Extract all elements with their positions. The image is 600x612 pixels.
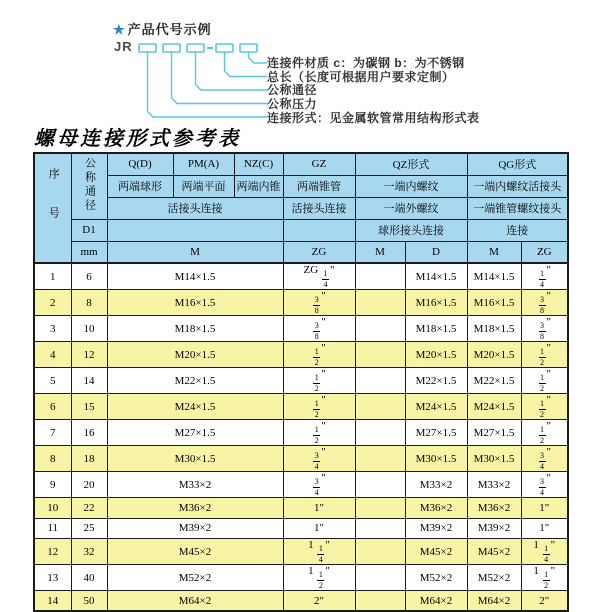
dn: 18 — [71, 446, 107, 472]
fraction: $\frac{3}{4}$ — [314, 477, 319, 497]
qz-m-value — [355, 591, 405, 612]
qz-row3-header: 一端外螺纹 — [355, 197, 467, 219]
dn: 22 — [71, 498, 107, 519]
qg-zg-value: 1 $\frac{1}{2}$ " — [521, 565, 568, 591]
qg-m-value: M52×2 — [467, 565, 521, 591]
table-title: 螺母连接形式参考表 — [34, 126, 241, 150]
qg-m-value: M22×1.5 — [467, 368, 521, 394]
col-header-qz: QZ形式 — [355, 153, 467, 175]
col-header-gz: GZ — [283, 153, 355, 175]
fraction: $\frac{1}{4}$ — [323, 269, 328, 289]
gz-zg-value: ZG $\frac{1}{4}$ " — [283, 263, 355, 290]
m-value: M52×2 — [107, 565, 283, 591]
gz-zg-value: 1" — [283, 498, 355, 519]
unit-zg-header: ZG — [283, 241, 355, 263]
code-label-connection: 连接形式：见金属软管常用结构形式表 — [267, 110, 480, 125]
subheader-qz: 一端内螺纹 — [355, 175, 467, 197]
m-value: M64×2 — [107, 591, 283, 612]
seq: 9 — [34, 472, 71, 498]
qz-d-value: M33×2 — [405, 472, 467, 498]
empty-cell — [283, 219, 355, 241]
diagram-title-text: 产品代号示例 — [127, 22, 212, 37]
subheader-gz: 两端锥管 — [283, 175, 355, 197]
qz-d-value: M52×2 — [405, 565, 467, 591]
code-leader-line-length — [225, 52, 268, 77]
m-value: M20×1.5 — [107, 342, 283, 368]
qg-zg-value: $\frac{3}{8}$ " — [521, 290, 568, 316]
seq: 8 — [34, 446, 71, 472]
qg-zg-value: $\frac{1}{2}$ " — [521, 368, 568, 394]
qz-m-value — [355, 316, 405, 342]
fraction: $\frac{1}{2}$ — [314, 399, 319, 419]
gz-zg-value: 2" — [283, 591, 355, 612]
fraction: $\frac{1}{2}$ — [540, 425, 545, 445]
qg-row4-header: 连接 — [467, 219, 568, 241]
gz-zg-value: $\frac{3}{4}$ " — [283, 472, 355, 498]
table-header — [34, 153, 568, 263]
m-value: M36×2 — [107, 498, 283, 519]
code-prefix: JR — [114, 39, 133, 54]
m-value: M18×1.5 — [107, 316, 283, 342]
qg-m-value: M14×1.5 — [467, 263, 521, 290]
code-leader-line-connection — [148, 52, 268, 117]
seq: 6 — [34, 394, 71, 420]
unit-qg-m-header: M — [467, 241, 521, 263]
dn: 40 — [71, 565, 107, 591]
qz-d-value: M14×1.5 — [405, 263, 467, 290]
subheader-nz: 两端内锥 — [234, 175, 283, 197]
col-header-qg: QG形式 — [467, 153, 568, 175]
col-header-seq-text: 序号 — [47, 167, 60, 246]
empty-cell — [107, 219, 283, 241]
table-row — [34, 539, 568, 565]
m-value: M45×2 — [107, 539, 283, 565]
qg-m-value: M39×2 — [467, 518, 521, 539]
gz-zg-value: 1 $\frac{1}{2}$ " — [283, 565, 355, 591]
m-value: M39×2 — [107, 518, 283, 539]
col-header-q: Q(D) — [107, 153, 173, 175]
table-body — [34, 263, 568, 611]
unit-qz-d-header: D — [405, 241, 467, 263]
fraction: $\frac{3}{8}$ — [314, 321, 319, 341]
code-label-length: 总长（长度可根据用户要求定制） — [267, 69, 455, 84]
table-row — [34, 290, 568, 316]
qz-d-value: M39×2 — [405, 518, 467, 539]
fraction: $\frac{3}{8}$ — [540, 321, 545, 341]
fraction: $\frac{1}{4}$ — [318, 544, 323, 564]
d1-header: D1 — [71, 219, 107, 241]
fraction: $\frac{3}{8}$ — [314, 295, 319, 315]
fraction: $\frac{1}{2}$ — [314, 347, 319, 367]
fraction: $\frac{3}{4}$ — [540, 451, 545, 471]
table-row — [34, 263, 568, 290]
star-icon: ★ — [113, 22, 126, 37]
col-header-seq — [34, 153, 71, 263]
code-labels — [267, 56, 480, 124]
qg-m-value: M33×2 — [467, 472, 521, 498]
qg-zg-value: $\frac{1}{2}$ " — [521, 420, 568, 446]
qz-d-value: M16×1.5 — [405, 290, 467, 316]
mm-header: mm — [71, 241, 107, 263]
qg-zg-value: $\frac{1}{4}$ " — [521, 263, 568, 290]
m-value: M24×1.5 — [107, 394, 283, 420]
table-row — [34, 498, 568, 519]
dn: 16 — [71, 420, 107, 446]
code-box-5 — [240, 44, 257, 52]
fraction: $\frac{1}{2}$ — [540, 399, 545, 419]
gz-zg-value: $\frac{1}{2}$ " — [283, 368, 355, 394]
qg-zg-value: $\frac{1}{2}$ " — [521, 342, 568, 368]
col-header-dn-text: 公称通径 — [83, 156, 96, 213]
dn: 20 — [71, 472, 107, 498]
qg-zg-value: 1 $\frac{1}{4}$ " — [521, 539, 568, 565]
subheader-pm: 两端平面 — [173, 175, 234, 197]
union-connection-header: 活接头连接 — [107, 197, 283, 219]
table-row — [34, 394, 568, 420]
dn: 50 — [71, 591, 107, 612]
qz-d-value: M36×2 — [405, 498, 467, 519]
qg-zg-value: $\frac{3}{8}$ " — [521, 316, 568, 342]
seq: 4 — [34, 342, 71, 368]
qz-d-value: M30×1.5 — [405, 446, 467, 472]
gz-zg-value: $\frac{1}{2}$ " — [283, 394, 355, 420]
gz-zg-value: $\frac{1}{2}$ " — [283, 342, 355, 368]
qg-m-value: M27×1.5 — [467, 420, 521, 446]
code-label-material: 连接件材质 c：为碳钢 b：为不锈钢 — [267, 56, 465, 71]
gz-zg-value: $\frac{3}{4}$ " — [283, 446, 355, 472]
qg-zg-value: 1" — [521, 518, 568, 539]
qz-d-value: M18×1.5 — [405, 316, 467, 342]
dn: 15 — [71, 394, 107, 420]
fraction: $\frac{1}{2}$ — [314, 373, 319, 393]
seq: 11 — [34, 518, 71, 539]
m-value: M33×2 — [107, 472, 283, 498]
seq: 10 — [34, 498, 71, 519]
dn: 25 — [71, 518, 107, 539]
code-leader-line-pressure — [172, 52, 268, 104]
fraction: $\frac{3}{4}$ — [540, 477, 545, 497]
gz-zg-value: 1 $\frac{1}{4}$ " — [283, 539, 355, 565]
fraction: $\frac{3}{4}$ — [314, 451, 319, 471]
dn: 14 — [71, 368, 107, 394]
qz-m-value — [355, 539, 405, 565]
qg-zg-value: $\frac{1}{2}$ " — [521, 394, 568, 420]
qg-zg-value: $\frac{3}{4}$ " — [521, 472, 568, 498]
qz-m-value — [355, 565, 405, 591]
qg-row3-header: 一端锥管螺纹接头 — [467, 197, 568, 219]
qz-m-value — [355, 368, 405, 394]
dn: 8 — [71, 290, 107, 316]
seq: 13 — [34, 565, 71, 591]
m-value: M27×1.5 — [107, 420, 283, 446]
table-row — [34, 420, 568, 446]
qz-m-value — [355, 518, 405, 539]
qz-m-value — [355, 290, 405, 316]
nut-connection-reference-table — [33, 152, 569, 612]
qz-d-value: M24×1.5 — [405, 394, 467, 420]
seq: 12 — [34, 539, 71, 565]
qg-zg-value: 2" — [521, 591, 568, 612]
code-label-pressure: 公称压力 — [267, 97, 318, 112]
dn: 12 — [71, 342, 107, 368]
qg-m-value: M16×1.5 — [467, 290, 521, 316]
code-leader-line-material — [249, 52, 268, 63]
fraction: $\frac{1}{2}$ — [540, 347, 545, 367]
m-value: M14×1.5 — [107, 263, 283, 290]
qz-row4-header: 球形接头连接 — [355, 219, 467, 241]
qz-m-value — [355, 420, 405, 446]
fraction: $\frac{1}{2}$ — [318, 570, 323, 590]
qz-d-value: M64×2 — [405, 591, 467, 612]
table-row — [34, 518, 568, 539]
qz-m-value — [355, 498, 405, 519]
code-label-diameter: 公称通径 — [267, 83, 318, 98]
gz-zg-value: $\frac{3}{8}$ " — [283, 316, 355, 342]
qz-d-value: M20×1.5 — [405, 342, 467, 368]
m-value: M22×1.5 — [107, 368, 283, 394]
code-box-4 — [216, 44, 233, 52]
seq: 5 — [34, 368, 71, 394]
dn: 10 — [71, 316, 107, 342]
fraction: $\frac{1}{4}$ — [544, 544, 549, 564]
col-header-pm: PM(A) — [173, 153, 234, 175]
col-header-nz: NZ(C) — [234, 153, 283, 175]
seq: 3 — [34, 316, 71, 342]
table-row — [34, 316, 568, 342]
qg-m-value: M64×2 — [467, 591, 521, 612]
unit-qg-zg-header: ZG — [521, 241, 568, 263]
gz-zg-value: 1" — [283, 518, 355, 539]
gz-zg-value: $\frac{3}{8}$ " — [283, 290, 355, 316]
fraction: $\frac{1}{4}$ — [540, 269, 545, 289]
qg-m-value: M20×1.5 — [467, 342, 521, 368]
table-row — [34, 342, 568, 368]
qz-m-value — [355, 342, 405, 368]
qz-d-value: M45×2 — [405, 539, 467, 565]
qg-m-value: M30×1.5 — [467, 446, 521, 472]
qz-m-value — [355, 472, 405, 498]
qz-d-value: M22×1.5 — [405, 368, 467, 394]
qg-m-value: M36×2 — [467, 498, 521, 519]
code-box-3 — [187, 44, 204, 52]
table-row — [34, 368, 568, 394]
table-row — [34, 472, 568, 498]
unit-qz-m-header: M — [355, 241, 405, 263]
qg-m-value: M45×2 — [467, 539, 521, 565]
gz-connection-header: 活接头连接 — [283, 197, 355, 219]
qg-m-value: M18×1.5 — [467, 316, 521, 342]
subheader-q: 两端球形 — [107, 175, 173, 197]
qz-m-value — [355, 263, 405, 290]
seq: 1 — [34, 263, 71, 290]
dn: 32 — [71, 539, 107, 565]
code-leader-line-diameter — [196, 52, 268, 90]
seq: 2 — [34, 290, 71, 316]
m-value: M16×1.5 — [107, 290, 283, 316]
fraction: $\frac{1}{2}$ — [540, 373, 545, 393]
unit-m-header: M — [107, 241, 283, 263]
table-row — [34, 591, 568, 612]
code-box-2 — [163, 44, 180, 52]
gz-zg-value: $\frac{1}{2}$ " — [283, 420, 355, 446]
qz-m-value — [355, 394, 405, 420]
qz-d-value: M27×1.5 — [405, 420, 467, 446]
table-row — [34, 446, 568, 472]
fraction: $\frac{3}{8}$ — [540, 295, 545, 315]
dn: 6 — [71, 263, 107, 290]
qg-m-value: M24×1.5 — [467, 394, 521, 420]
qz-m-value — [355, 446, 405, 472]
qg-zg-value: $\frac{3}{4}$ " — [521, 446, 568, 472]
subheader-qg: 一端内螺纹活接头 — [467, 175, 568, 197]
code-box-1 — [139, 44, 156, 52]
seq: 7 — [34, 420, 71, 446]
fraction: $\frac{1}{2}$ — [544, 570, 549, 590]
seq: 14 — [34, 591, 71, 612]
table-row — [34, 565, 568, 591]
fraction: $\frac{1}{2}$ — [314, 425, 319, 445]
col-header-dn — [71, 153, 107, 219]
m-value: M30×1.5 — [107, 446, 283, 472]
qg-zg-value: 1" — [521, 498, 568, 519]
